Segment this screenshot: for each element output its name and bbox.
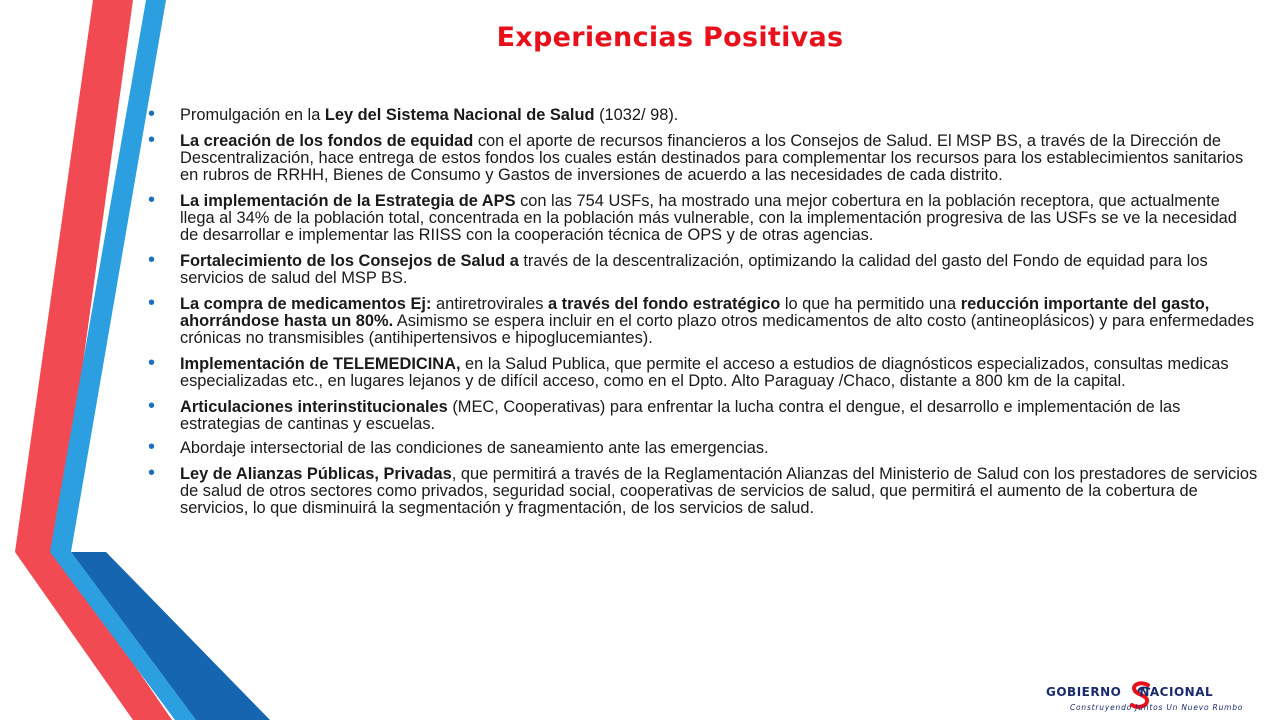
- text-run: con las 754 USFs, ha mostrado una mejor cobertura en la población receptora, que actualmente llega al 34% de la población total, concentrada en la población más vulnerable, con la implementación progresiva de las USFs se ve la necesidad de desarrollar e implementar las RIISS con la cooperación técnica de OPS y de otras agencias.: [180, 192, 1237, 244]
- text-run: Asimismo se espera incluir en el corto plazo otros medicamentos de alto costo (antineoplásicos) y para enfermedades crónicas no transmisibles (antihipertensivos e hipoglucemiantes).: [180, 312, 1255, 347]
- text-run: lo que ha permitido una: [780, 295, 961, 313]
- text-run: (1032/ 98).: [594, 106, 679, 124]
- text-run: en la Salud Publica, que permite el acceso a estudios de diagnósticos especializados, consultas medicas especializadas etc., en lugares lejanos y de difícil acceso, como en el Dpto. Alto Paraguay /Chaco, distante a 800 km de la capital.: [180, 355, 1229, 390]
- text-run: con el aporte de recursos financieros a los Consejos de Salud. El MSP BS, a través de la Dirección de Descentralización, hace entrega de estos fondos los cuales están destinados para complementar los recursos para los establecimientos sanitarios en rubros de RRHH, Bienes de Consumo y Gastos de inversiones de acuerdo a las necesidades de cada distrito.: [180, 132, 1244, 184]
- bold-text-run: La creación de los fondos de equidad: [180, 132, 474, 150]
- bold-text-run: a través del fondo estratégico: [548, 295, 781, 313]
- bold-text-run: La implementación de la Estrategia de APS: [180, 192, 516, 210]
- bold-text-run: Ley de Alianzas Públicas, Privadas: [180, 465, 452, 483]
- bullet-estrategia-aps: [148, 193, 1258, 244]
- logo-wordmark: [1046, 685, 1213, 699]
- bold-text-run: Implementación de TELEMEDICINA,: [180, 355, 461, 373]
- bullet-fondos-equidad: [148, 133, 1258, 184]
- logo-text-left: GOBIERNO: [1046, 685, 1122, 699]
- bullet-consejos-salud: [148, 253, 1258, 287]
- bullet-list: [148, 107, 1258, 526]
- bullet-articulaciones: [148, 399, 1258, 433]
- bold-text-run: Ley del Sistema Nacional de Salud: [324, 106, 595, 124]
- text-run: (MEC, Cooperativas) para enfrentar la lucha contra el dengue, el desarrollo e implementación de las estrategias de cantinas y escuelas.: [180, 398, 1181, 433]
- text-run: Promulgación en la: [180, 106, 325, 124]
- text-run: través de la descentralización, optimizando la calidad del gasto del Fondo de equidad para los servicios de salud del MSP BS.: [180, 252, 1208, 287]
- bullet-telemedicina: [148, 356, 1258, 390]
- bold-text-run: reducción importante del gasto, ahorrándose hasta un 80%.: [180, 295, 1210, 330]
- bullet-abordaje-intersectorial: [148, 440, 1258, 457]
- bullet-alianzas-publicas-privadas: [148, 466, 1258, 517]
- logo-text-right: NACIONAL: [1139, 685, 1214, 699]
- text-run: , que permitirá a través de la Reglamentación Alianzas del Ministerio de Salud con los prestadores de servicios de salud de otros sectores como privados, seguridad social, cooperativas de servicios de salud, que permitirá el aumento de la cobertura de servicios, lo que disminuirá la segmentación y fragmentación, de los servicios de salud.: [180, 465, 1258, 517]
- bullet-ley-sistema-nacional: [148, 107, 1258, 124]
- text-run: Abordaje intersectorial de las condiciones de saneamiento ante las emergencias.: [180, 439, 769, 457]
- logo-tagline: Construyendo Juntos Un Nuevo Rumbo: [1070, 703, 1244, 712]
- bold-text-run: Fortalecimiento de los Consejos de Salud a: [180, 252, 519, 270]
- bold-text-run: La compra de medicamentos Ej:: [180, 295, 432, 313]
- bold-text-run: Articulaciones interinstitucionales: [180, 398, 448, 416]
- gobierno-nacional-logo: [1040, 683, 1264, 717]
- slide-title: Experiencias Positivas: [496, 22, 844, 53]
- bullet-compra-medicamentos: [148, 296, 1258, 347]
- text-run: antiretrovirales: [431, 295, 549, 313]
